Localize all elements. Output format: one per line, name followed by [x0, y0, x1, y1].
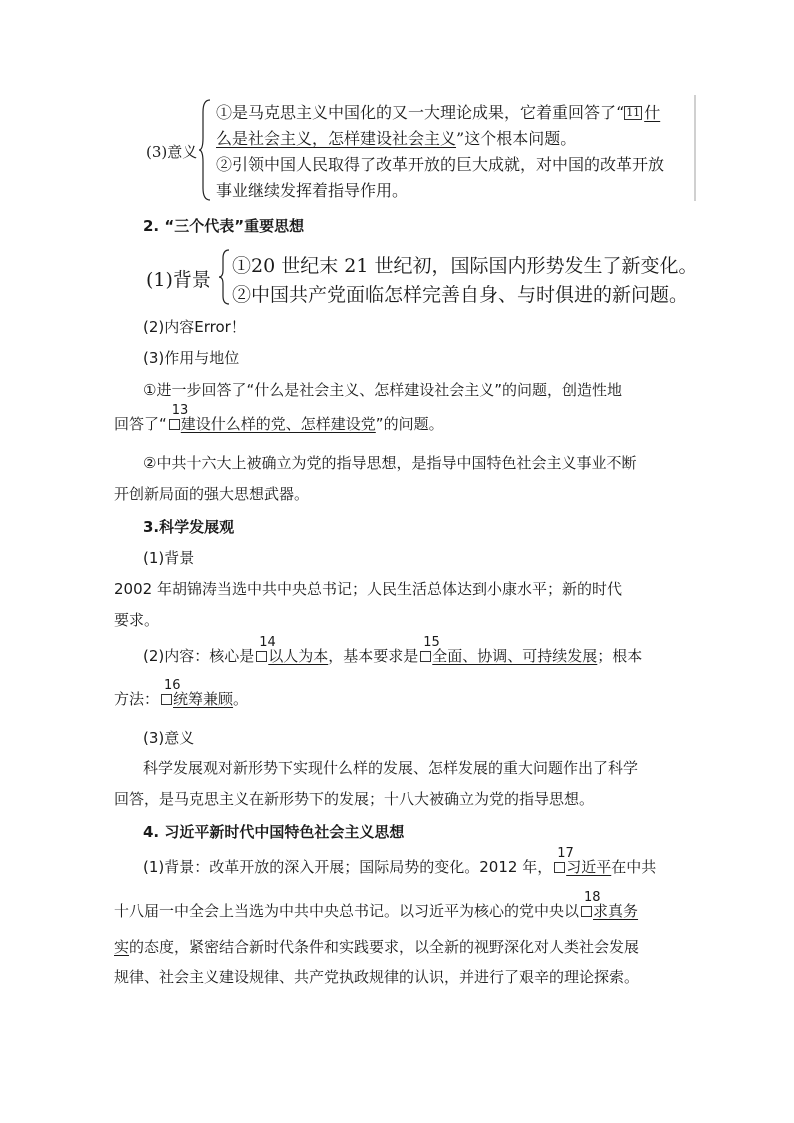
answer-marker-11: 11 — [626, 106, 641, 119]
s1-answer-part2: 么是社会主义，怎样建设社会主义 — [216, 129, 457, 148]
s2-brace — [218, 248, 232, 306]
s2-bg-2: ②中国共产党面临怎样完善自身、与时俱进的新问题。 — [232, 284, 689, 306]
s1-line3: ②引领中国人民取得了改革开放的巨大成就，对中国的改革开放 — [216, 155, 665, 174]
s1-line1: ①是马克思主义中国化的又一大理论成果，它着重回答了“ 11 什 — [216, 103, 661, 122]
s3-bg: (1)背景 — [143, 549, 195, 567]
s1-answer-part1: 什 — [644, 103, 661, 122]
answer-marker-15: 15 — [420, 651, 431, 662]
s2-p2-l2: 开创新局面的强大思想武器。 — [114, 485, 310, 503]
s4-l1: (1)背景：改革开放的深入开展；国际局势的变化。2012 年， 17 习近平在中共 — [143, 846, 657, 876]
s3-content-l1: (2)内容：核心是 14 以人为本，基本要求是 15 全面、协调、可持续发展；根本 — [143, 635, 643, 665]
s2-role: (3)作用与地位 — [143, 349, 240, 367]
s3-content-l2: 方法： 16 统筹兼顾。 — [114, 678, 249, 708]
s2-content: (2)内容Error！ — [143, 318, 246, 336]
answer-13: 建设什么样的党、怎样建设党 — [180, 415, 376, 433]
answer-14: 以人为本 — [268, 647, 329, 665]
answer-marker-16: 16 — [161, 694, 172, 705]
s1-line4: 事业继续发挥着指导作用。 — [216, 181, 409, 200]
answer-16: 统筹兼顾 — [173, 690, 234, 708]
s4-heading: 4. 习近平新时代中国特色社会主义思想 — [143, 823, 405, 841]
s4-l2: 十八届一中全会上当选为中共中央总书记。以习近平为核心的党中央以 18 求真务 — [114, 890, 639, 920]
s2-p1-l2: 回答了“ 13 建设什么样的党、怎样建设党”的问题。 — [114, 403, 444, 433]
s1-line2: 么是社会主义，怎样建设社会主义”这个根本问题。 — [216, 129, 577, 148]
answer-marker-14: 14 — [256, 651, 267, 662]
s2-bg-label: (1)背景 — [146, 269, 211, 291]
s1-label: (3)意义 — [146, 143, 198, 161]
s3-sig-l2: 回答，是马克思主义在新形势下的发展；十八大被确立为党的指导思想。 — [114, 790, 595, 808]
s4-l4: 规律、社会主义建设规律、共产党执政规律的认识，并进行了艰辛的理论探索。 — [114, 968, 640, 986]
answer-marker-13: 13 — [169, 419, 180, 430]
s1-brace — [198, 98, 214, 204]
s3-bg-l1: 2002 年胡锦涛当选中共中央总书记；人民生活总体达到小康水平；新的时代 — [114, 580, 622, 598]
answer-15: 全面、协调、可持续发展 — [432, 647, 598, 665]
answer-17: 习近平 — [566, 858, 612, 876]
s1-frame-edge — [694, 95, 696, 201]
s4-l3: 实的态度，紧密结合新时代条件和实践要求，以全新的视野深化对人类社会发展 — [114, 938, 640, 956]
s3-bg-l2: 要求。 — [114, 611, 160, 629]
answer-18-part1: 求真务 — [593, 902, 639, 920]
s2-bg-1: ①20 世纪末 21 世纪初，国际国内形势发生了新变化。 — [232, 255, 698, 277]
answer-18-part2: 实 — [114, 938, 130, 956]
s3-sig-l1: 科学发展观对新形势下实现什么样的发展、怎样发展的重大问题作出了科学 — [143, 759, 639, 777]
s3-heading: 3.科学发展观 — [143, 518, 235, 536]
answer-marker-17: 17 — [554, 862, 565, 873]
s2-heading: 2. “三个代表”重要思想 — [143, 217, 305, 235]
s2-p1-l1: ①进一步回答了“什么是社会主义、怎样建设社会主义”的问题，创造性地 — [143, 381, 622, 399]
s3-significance: (3)意义 — [143, 729, 195, 747]
answer-marker-18: 18 — [581, 906, 592, 917]
s2-p2-l1: ②中共十六大上被确立为党的指导思想，是指导中国特色社会主义事业不断 — [143, 454, 637, 472]
